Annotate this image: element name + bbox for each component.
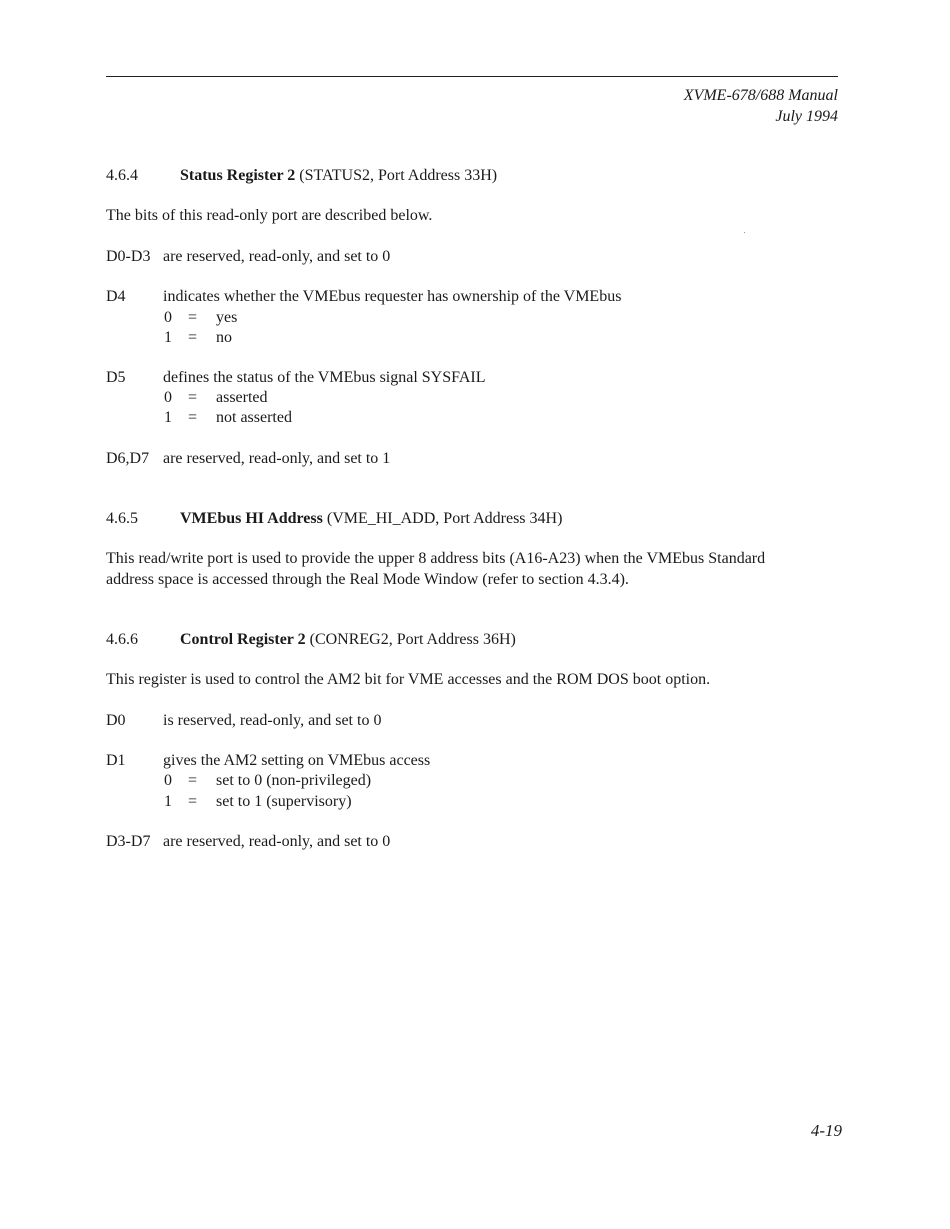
manual-title: XVME-678/688 Manual [683,87,838,104]
section-title: Status Register 2 [180,167,296,184]
bit-text: gives the AM2 setting on VMEbus access [163,752,431,769]
section-heading-4-6-5 [106,509,562,529]
bit-label: D5 [106,369,126,386]
bit-description [106,368,486,388]
header-rule [106,76,838,77]
section-number: 4.6.6 [106,631,138,648]
bit-text: are reserved, read-only, and set to 0 [163,248,391,265]
bit-value-row: 0 = yes [164,309,238,326]
section-title: Control Register 2 [180,631,306,648]
bit-value-row: 1 = set to 1 (supervisory) [164,793,352,810]
page-number: 4-19 [810,1121,842,1140]
bit-label: D0-D3 [106,248,151,265]
bit-label: D4 [106,288,126,305]
bit-value-row: 0 = set to 0 (non-privileged) [164,772,372,789]
bit-label: D3-D7 [106,833,151,850]
manual-date: July 1994 [775,108,838,125]
section-intro: The bits of this read-only port are described below. [106,207,433,224]
section-body-line: This read/write port is used to provide the upper 8 address bits (A16-A23) when the VMEbus Standard [106,550,766,567]
bit-description [106,247,390,267]
section-subtitle: (CONREG2, Port Address 36H) [309,631,516,648]
bit-description [106,449,390,469]
bit-text: indicates whether the VMEbus requester has ownership of the VMEbus [163,288,622,305]
section-subtitle: (VME_HI_ADD, Port Address 34H) [326,510,563,527]
bit-text: is reserved, read-only, and set to 0 [163,712,382,729]
bit-text: are reserved, read-only, and set to 0 [163,833,391,850]
section-number: 4.6.5 [106,510,138,527]
bit-value-row: 1 = no [164,329,232,346]
section-heading-4-6-4 [106,166,497,186]
bit-description [106,711,381,731]
scan-speck [744,232,745,233]
bit-description [106,832,390,852]
bit-text: defines the status of the VMEbus signal SYSFAIL [163,369,486,386]
section-body-line: address space is accessed through the Real Mode Window (refer to section 4.3.4). [106,571,629,588]
section-title: VMEbus HI Address [180,510,323,527]
bit-description [106,751,430,771]
section-intro: This register is used to control the AM2 bit for VME accesses and the ROM DOS boot option. [106,671,711,688]
bit-value-row: 0 = asserted [164,389,268,406]
section-heading-4-6-6 [106,630,516,650]
bit-text: are reserved, read-only, and set to 1 [163,450,391,467]
bit-description [106,287,621,307]
section-subtitle: (STATUS2, Port Address 33H) [299,167,498,184]
bit-value-row: 1 = not asserted [164,409,292,426]
bit-label: D6,D7 [106,450,150,467]
section-number: 4.6.4 [106,167,138,184]
bit-label: D0 [106,712,126,729]
bit-label: D1 [106,752,126,769]
